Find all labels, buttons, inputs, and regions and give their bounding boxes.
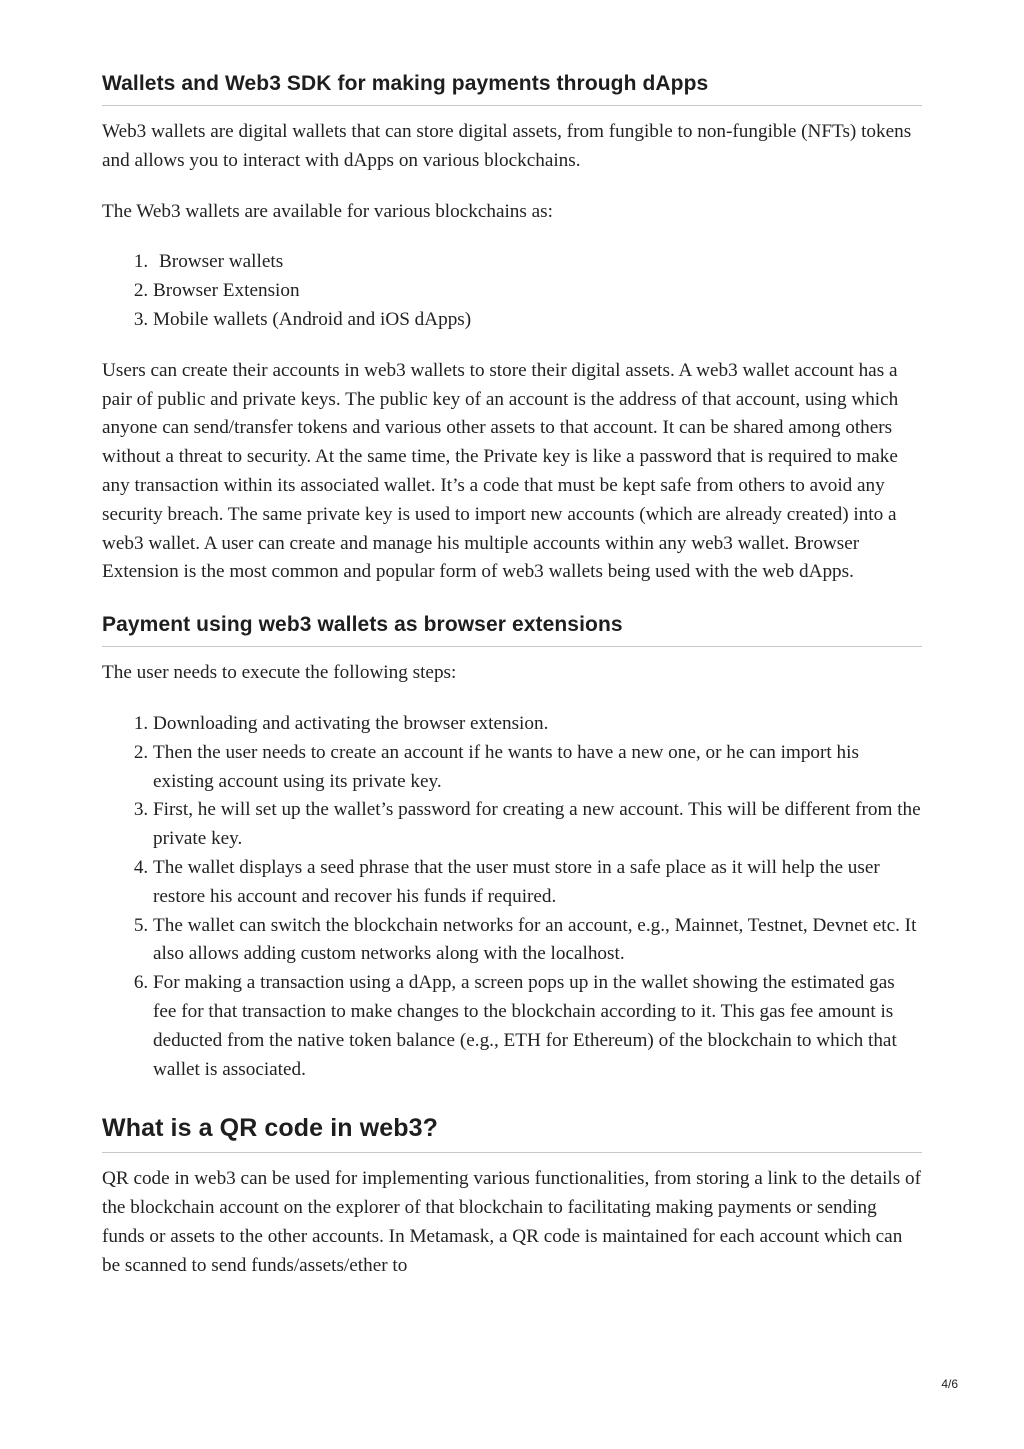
section-heading-wallets-sdk: Wallets and Web3 SDK for making payments through dApps — [102, 72, 922, 106]
list-item-mobile-wallets: 3. Mobile wallets (Android and iOS dApps) — [153, 306, 922, 335]
page-number: 4/6 — [941, 1377, 958, 1391]
list-item-browser-wallets: 1. Browser wallets — [153, 248, 922, 277]
paragraph-qr-code: QR code in web3 can be used for implementing various functionalities, from storing a link to the details of the blockchain account on the explorer of that blockchain to facilitating making payments or sending funds or assets to the other accounts. In Metamask, a QR code is maintained for each account which can be scanned to send funds/assets/ether to — [102, 1168, 922, 1276]
section-heading-browser-extension-payment: Payment using web3 wallets as browser extensions — [102, 613, 922, 647]
list-item-step-3: 3. First, he will set up the wallet’s password for creating a new account. This will be different from the private key. — [153, 796, 922, 854]
list-item-browser-extension: 2. Browser Extension — [153, 277, 922, 306]
section-heading-qr-code: What is a QR code in web3? — [102, 1114, 922, 1153]
paragraph-web3-wallets-intro: Web3 wallets are digital wallets that can store digital assets, from fungible to non-fungible (NFTs) tokens and allows you to interact with dApps on various blockchains. — [102, 121, 912, 171]
payment-steps-list — [102, 710, 922, 1084]
paragraph-available-blockchains: The Web3 wallets are available for various blockchains as: — [102, 200, 553, 222]
wallet-types-list — [102, 248, 922, 334]
list-item-step-2: 2. Then the user needs to create an account if he wants to have a new one, or he can import his existing account using its private key. — [153, 739, 922, 797]
paragraph-accounts-keys: Users can create their accounts in web3 wallets to store their digital assets. A web3 wallet account has a pair of public and private keys. The public key of an account is the address of that account, using which anyone can send/transfer tokens and various other assets to that account. It can be shared among others without a threat to security. At the same time, the Private key is like a password that is required to make any transaction within its associated wallet. It’s a code that must be kept safe from others to avoid any security breach. The same private key is used to import new accounts (which are already created) into a web3 wallet. A user can create and manage his multiple accounts within any web3 wallet. Browser Extension is the most common and popular form of web3 wallets being used with the web dApps. — [102, 359, 899, 583]
list-item-step-5: 5. The wallet can switch the blockchain networks for an account, e.g., Mainnet, Testnet, Devnet etc. It also allows adding custom networks along with the localhost. — [153, 912, 922, 970]
list-item-step-1: 1. Downloading and activating the browser extension. — [153, 710, 922, 739]
document-page — [102, 0, 922, 1281]
paragraph-steps-intro: The user needs to execute the following steps: — [102, 662, 457, 684]
list-item-step-4: 4. The wallet displays a seed phrase that the user must store in a safe place as it will help the user restore his account and recover his funds if required. — [153, 854, 922, 912]
list-item-step-6: 6. For making a transaction using a dApp, a screen pops up in the wallet showing the estimated gas fee for that transaction to make changes to the blockchain according to it. This gas fee amount is deducted from the native token balance (e.g., ETH for Ethereum) of the blockchain to which that wallet is associated. — [153, 969, 922, 1084]
